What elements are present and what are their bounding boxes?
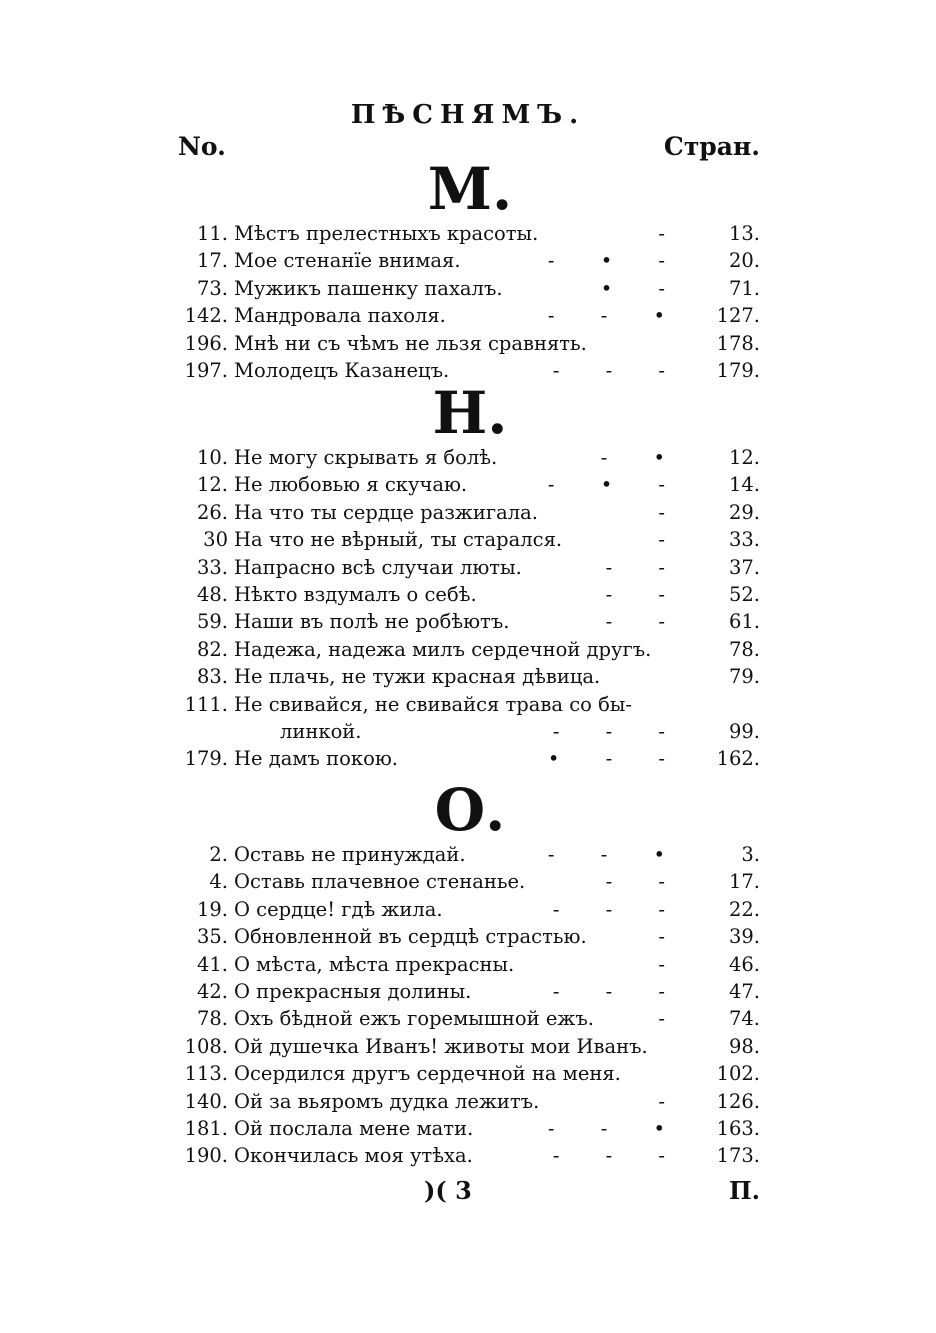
section-letter: М. xyxy=(427,155,513,223)
entry-number: 19. xyxy=(196,897,228,921)
entry-title: Мандровала пахоля. xyxy=(234,304,446,328)
entry-page: 98. xyxy=(728,1034,760,1058)
entry-page: 173. xyxy=(716,1144,760,1168)
entry-title: Надежа, надежа милъ сердечной другъ. xyxy=(234,637,652,661)
section-n xyxy=(180,379,760,773)
entry-title: Ой послала мене мати. xyxy=(234,1116,474,1140)
entry-page: 178. xyxy=(716,331,760,355)
entry-page: 39. xyxy=(728,925,760,949)
entry-number: 48. xyxy=(196,582,228,606)
index-entry xyxy=(180,499,760,526)
entry-page: 20. xyxy=(728,249,760,273)
entry-title: Мое стенанїе внимая. xyxy=(234,249,461,273)
entry-page: 78. xyxy=(728,637,760,661)
entry-title: Окончилась моя утѣха. xyxy=(234,1144,473,1168)
entry-leader-dots: • - - xyxy=(547,747,685,771)
entry-leader-dots: - - xyxy=(605,610,685,634)
entry-page: 13. xyxy=(728,222,760,245)
entry-title: Осердился другъ сердечной на меня. xyxy=(234,1062,621,1086)
entry-number: 10. xyxy=(196,446,228,469)
entry-number: 197. xyxy=(184,358,228,382)
entry-title: Не любовью я скучаю. xyxy=(234,473,468,497)
entry-page: 126. xyxy=(716,1089,760,1113)
entry-number: 12. xyxy=(196,473,228,497)
entry-page: 61. xyxy=(728,610,760,634)
entry-number: 73. xyxy=(196,276,228,300)
entry-title: Не дамъ покою. xyxy=(234,747,398,771)
entry-title: О мѣста, мѣста прекрасны. xyxy=(234,952,515,976)
entry-number: 181. xyxy=(184,1116,228,1140)
entry-page: 99. xyxy=(728,719,760,743)
index-entry xyxy=(180,554,760,581)
entry-page: 127. xyxy=(716,304,760,328)
index-entry xyxy=(180,526,760,553)
entry-number: 35. xyxy=(196,925,228,949)
entry-number: 113. xyxy=(184,1062,228,1086)
entry-number: 111. xyxy=(184,692,228,716)
entry-number: 83. xyxy=(196,665,228,689)
section-m xyxy=(180,155,760,384)
entry-title: На что ты сердце разжигала. xyxy=(234,500,538,524)
entry-title: линкой. xyxy=(280,719,362,743)
entry-number: 196. xyxy=(184,331,228,355)
entry-title: Оставь плачевное стенанье. xyxy=(234,870,526,894)
entry-title: Мнѣ ни съ чѣмъ не льзя сравнять. xyxy=(234,331,587,355)
index-entry xyxy=(180,978,760,1005)
entry-page: 3. xyxy=(741,843,760,866)
entry-number: 142. xyxy=(184,304,228,328)
entry-leader-dots: - - - xyxy=(552,719,685,743)
entry-leader-dots: - • - xyxy=(547,473,685,497)
entry-title: Не плачь, не тужи красная дѣвица. xyxy=(234,665,601,689)
section-rows xyxy=(180,220,760,384)
column-header-number: No. xyxy=(178,132,226,161)
section-rows xyxy=(180,444,760,773)
index-entry xyxy=(180,636,760,663)
entry-page: 17. xyxy=(728,870,760,894)
entry-number: 59. xyxy=(196,610,228,634)
index-entry xyxy=(180,691,760,718)
entry-number: 4. xyxy=(209,870,228,894)
entry-leader-dots: - • - xyxy=(547,249,685,273)
entry-title: О сердце! гдѣ жила. xyxy=(234,897,443,921)
entry-leader-dots: - - - xyxy=(552,1144,685,1168)
entry-leader-dots: • - xyxy=(600,276,685,300)
entry-number: 140. xyxy=(184,1089,228,1113)
entry-title: О прекрасныя долины. xyxy=(234,979,472,1003)
column-header-page: Стран. xyxy=(663,132,760,161)
section-rows xyxy=(180,841,760,1170)
index-entry-continuation xyxy=(180,718,760,745)
index-entry xyxy=(180,923,760,950)
entry-title: Ой душечка Иванъ! животы мои Иванъ. xyxy=(234,1034,648,1058)
index-entry xyxy=(180,444,760,471)
entry-page: 46. xyxy=(728,952,760,976)
index-entry xyxy=(180,220,760,247)
index-entry xyxy=(180,951,760,978)
entry-title: Обновленной въ сердцѣ страстью. xyxy=(234,925,587,949)
entry-leader-dots: - - xyxy=(605,582,685,606)
entry-number: 108. xyxy=(184,1034,228,1058)
entry-page: 71. xyxy=(728,276,760,300)
entry-number: 33. xyxy=(196,555,228,579)
index-entry xyxy=(180,1088,760,1115)
entry-title: Оставь не принуждай. xyxy=(234,843,466,866)
entry-leader-dots: - - • xyxy=(547,843,685,866)
entry-number: 82. xyxy=(196,637,228,661)
entry-leader-dots: - xyxy=(658,952,685,976)
entry-leader-dots: - - - xyxy=(552,979,685,1003)
entry-page: 47. xyxy=(728,979,760,1003)
entry-leader-dots: - xyxy=(658,1089,685,1113)
entry-number: 17. xyxy=(196,249,228,273)
entry-title: Наши въ полѣ не робѣютъ. xyxy=(234,610,510,634)
section-o xyxy=(180,776,760,1170)
entry-leader-dots: - - - xyxy=(552,897,685,921)
entry-number: 2. xyxy=(209,843,228,866)
entry-number: 11. xyxy=(196,222,228,245)
index-entry xyxy=(180,1033,760,1060)
entry-page: 163. xyxy=(716,1116,760,1140)
entry-page: 29. xyxy=(728,500,760,524)
entry-page: 14. xyxy=(728,473,760,497)
signature-mark: )( 3 xyxy=(424,1176,472,1205)
index-entry xyxy=(180,581,760,608)
entry-leader-dots: - - xyxy=(605,870,685,894)
index-entry xyxy=(180,247,760,274)
entry-page: 102. xyxy=(716,1062,760,1086)
entry-page: 33. xyxy=(728,528,760,552)
entry-page: 162. xyxy=(716,747,760,771)
index-entry xyxy=(180,302,760,329)
entry-title: На что не вѣрный, ты старался. xyxy=(234,528,563,552)
entry-title: Нѣкто вздумалъ о себѣ. xyxy=(234,582,477,606)
entry-page: 37. xyxy=(728,555,760,579)
catchword: П. xyxy=(728,1176,760,1205)
index-entry xyxy=(180,1115,760,1142)
entry-leader-dots: - - - xyxy=(552,358,685,382)
entry-number: 42. xyxy=(196,979,228,1003)
entry-number: 78. xyxy=(196,1007,228,1031)
entry-title: Мужикъ пашенку пахалъ. xyxy=(234,276,503,300)
entry-title: Напрасно всѣ случаи люты. xyxy=(234,555,522,579)
entry-title: Охъ бѣдной ежъ горемышной ежъ. xyxy=(234,1007,594,1031)
entry-title: Молодецъ Казанецъ. xyxy=(234,358,450,382)
entry-title: Ой за вьяромъ дудка лежитъ. xyxy=(234,1089,540,1113)
index-entry xyxy=(180,745,760,772)
running-title: ПѢСНЯМЪ. xyxy=(350,100,586,130)
entry-page: 22. xyxy=(728,897,760,921)
entry-number: 179. xyxy=(184,747,228,771)
entry-leader-dots: - - • xyxy=(547,304,685,328)
index-entry xyxy=(180,330,760,357)
entry-number: 26. xyxy=(196,500,228,524)
entry-page: 79. xyxy=(728,665,760,689)
entry-leader-dots: - • xyxy=(600,446,685,469)
section-letter: О. xyxy=(434,776,506,844)
index-entry xyxy=(180,868,760,895)
index-entry xyxy=(180,896,760,923)
index-entry xyxy=(180,663,760,690)
section-letter: Н. xyxy=(432,379,508,447)
entry-page: 12. xyxy=(728,446,760,469)
entry-title: Не свивайся, не свивайся трава со бы- xyxy=(234,692,632,716)
entry-leader-dots: - - • xyxy=(547,1116,685,1140)
entry-leader-dots: - xyxy=(658,500,685,524)
entry-title: Не могу скрывать я болѣ. xyxy=(234,446,498,469)
entry-leader-dots: - xyxy=(658,528,685,552)
index-entry xyxy=(180,1142,760,1169)
index-entry xyxy=(180,1005,760,1032)
entry-number: 41. xyxy=(196,952,228,976)
entry-page: 74. xyxy=(728,1007,760,1031)
entry-leader-dots: - xyxy=(658,925,685,949)
entry-page: 52. xyxy=(728,582,760,606)
entry-number: 30 xyxy=(203,528,228,552)
entry-title: Мѣстъ прелестныхъ красоты. xyxy=(234,222,539,245)
entry-number: 190. xyxy=(184,1144,228,1168)
index-entry xyxy=(180,1060,760,1087)
index-entry xyxy=(180,608,760,635)
entry-leader-dots: - xyxy=(658,222,685,245)
index-entry xyxy=(180,841,760,868)
index-entry xyxy=(180,275,760,302)
entry-leader-dots: - - xyxy=(605,555,685,579)
index-entry xyxy=(180,471,760,498)
entry-leader-dots: - xyxy=(658,1007,685,1031)
entry-page: 179. xyxy=(716,358,760,382)
